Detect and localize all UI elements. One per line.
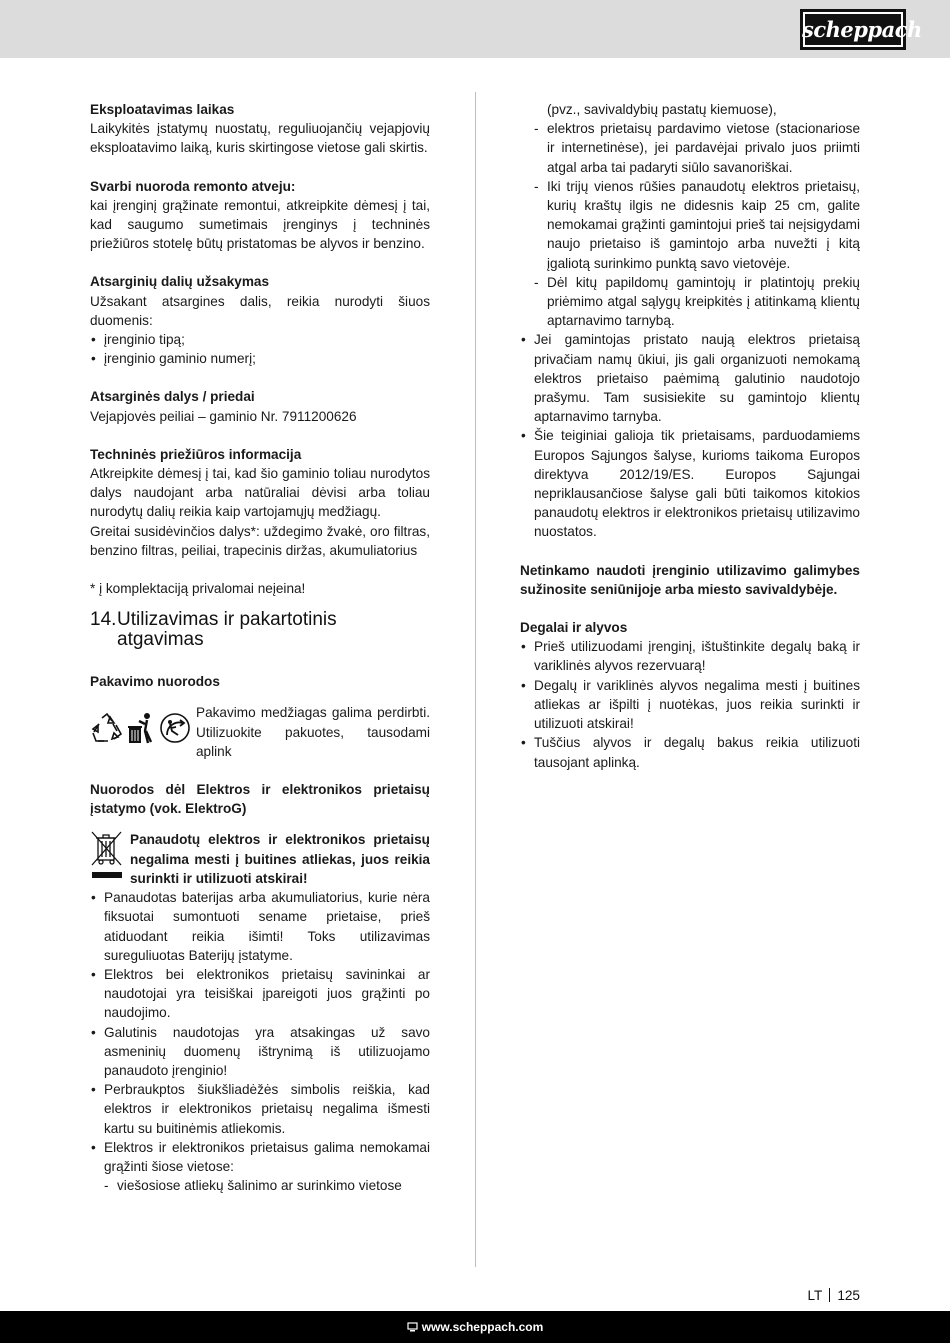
sub-list-item: - viešosiose atliekų šalinimo ar surinkimo vietose [90,1176,430,1195]
section-service-info [90,445,430,560]
footer-band [0,1311,950,1343]
section-title: Atsarginių dalių užsakymas [90,274,270,290]
packaging-text: Pakavimo medžiagas galima perdirbti. Utilizuokite pakuotes, tausodami aplink [196,705,430,759]
section-fuels [520,618,860,772]
list-item: • Degalų ir variklinės alyvos negalima mesti į buitines atliekas ar išpilti į nuotėkas, juos reikia surinkti ir utilizuoti atskirai! [520,676,860,734]
fuel-list [520,637,860,771]
chapter-heading [90,610,430,650]
weee-warning [90,830,430,888]
continued-text: (pvz., savivaldybių pastatų kiemuose), [547,102,777,117]
column-divider [475,92,476,1267]
sub-list-item: - Dėl kitų papildomų gamintojų ir platintojų prekių priėmimo atgal sąlygų kreipkitės į atitinkamą klientų aptarnavimo tarnybą. [520,273,860,331]
section-title: Techninės priežiūros informacija [90,446,302,462]
section-title: Svarbi nuoroda remonto atveju: [90,178,296,194]
packaging-title: Pakavimo nuorodos [90,674,220,690]
spare-order-list [90,330,430,368]
section-text: Atkreipkite dėmesį į tai, kad šio gaminio toliau nurodytos dalys naudojant arba natūraliai dėvisi arba toliau nurodytų dalių reikia kaip vartojamųjų medžiagų. [90,466,430,520]
section-repair-note [90,177,430,254]
weee-title: Nuorodos dėl Elektros ir elektronikos prietaisų įstatymo (vok. ElektroG) [90,782,430,817]
litter-bin-icon [126,711,156,745]
right-column [520,100,860,772]
packaging-note [90,703,430,761]
page-num: 125 [837,1288,860,1303]
list-item: • Galutinis naudotojas yra atsakingas už savo asmeninių duomenų ištrynimą iš utilizuojamo panaudoto įrenginio! [90,1023,430,1081]
section-text: kai įrenginį grąžinate remontui, atkreipkite dėmesį į tai, kad saugumo sumetimais įrenginys į techninės priežiūros stotelę būtų pristatomas be alyvos ir benzino. [90,197,430,252]
recycle-icon [90,711,124,745]
weee-warning-text: Panaudotų elektros ir elektronikos prietaisų negalima mesti į buitines atliekas, juos reikia surinkti ir utilizuoti atskirai! [130,832,430,886]
section-title: Atsarginės dalys / priedai [90,389,255,405]
list-item: • įrenginio tipą; [90,330,430,349]
language-code: LT [807,1288,823,1303]
section-spare-parts [90,387,430,425]
disposal-note: Netinkamo naudoti įrenginio utilizavimo galimybes sužinosite seniūnijoje arba miesto savivaldybėje. [520,562,860,597]
section-service-life [90,100,430,158]
computer-icon [407,1311,418,1343]
list-item: • Panaudotas baterijas arba akumuliatorius, kurie nėra fiksuotai sumontuoti sename prietaise, prieš atiduodant reikia išimti! Toks utilizavimas sureguliuotas Baterijų įstatyme. [90,888,430,965]
crossed-bin-icon [90,830,130,887]
list-item: • Šie teiginiai galioja tik prietaisams, parduodamiems Europos Sąjungos šalyse, kurioms taikoma Europos direktyva 2012/19/ES. Europos Sąjungai nepriklausančiose šalyse gali būti taikomos kitokios panaudotų elektros ir elektronikos prietaisų utilizavimo nuostatos. [520,426,860,541]
list-item: • įrenginio gaminio numerį; [90,349,430,368]
sub-list-item: - elektros prietaisų pardavimo vietose (stacionariose ir internetinėse), jei pardavėjai privalo juos priimti atgal arba tai padaryti siūlo savanoriškai. [520,119,860,177]
chapter-number: 14. [90,609,117,631]
list-item: • Elektros ir elektronikos prietaisus galima nemokamai grąžinti šiose vietose: [90,1138,430,1176]
list-item: • Perbraukptos šiukšliadėžės simbolis reiškia, kad elektros ir elektronikos prietaisų negalima išmesti kartu su buitinėmis atliekomis. [90,1080,430,1138]
list-item: • Prieš utilizuodami įrenginį, ištuštinkite degalų baką ir variklinės alyvos rezervuarą! [520,637,860,675]
left-column [90,100,430,1195]
weee-list [90,888,430,1195]
list-item: • Tuščius alyvos ir degalų bakus reikia utilizuoti tausojant aplinką. [520,733,860,771]
section-text: Greitai susidėvinčios dalys*: uždegimo žvakė, oro filtras, benzino filtras, peiliai, trapecinis diržas, akumuliatorius [90,523,430,558]
weee-notes-list [520,330,860,541]
recycling-icons [90,703,196,745]
page-number [807,1286,860,1305]
separator [829,1288,830,1302]
list-item: • Jei gamintojas pristato naują elektros prietaisą privačiam namų ūkiui, jis gali organizuoti nemokamą elektros prietaiso paėmimą galutinio naudotojo prašymu. Tam susisiekite su gamintojo klientų aptarnavimo tarnyba. [520,330,860,426]
section-text: Laikykitės įstatymų nuostatų, reguliuojančių vejapjovių eksploatavimo laiką, kuris skirtingose vietose gali skirtis. [90,121,430,156]
chapter-title-line1: Utilizavimas ir pakartotinis [117,609,337,631]
website-link[interactable]: www.scheppach.com [421,1320,544,1334]
list-item: • Elektros bei elektronikos prietaisų savininkai ar naudotojai yra teisiškai įpareigoti juos grąžinti po naudojimo. [90,965,430,1023]
footnote: * į komplektaciją privalomai neįeina! [90,581,306,597]
scheppach-logo: scheppach [800,9,906,50]
section-spare-order [90,272,430,368]
green-dot-icon [158,711,192,745]
section-text: Užsakant atsargines dalis, reikia nurodyti šiuos duomenis: [90,293,430,328]
return-locations-list [520,119,860,330]
chapter-title-line2: atgavimas [117,629,204,651]
sub-list-item: - Iki trijų vienos rūšies panaudotų elektros prietaisų, kurių kraštų ilgis ne didesnis kaip 25 cm, galite nemokamai grąžinti gamintojui prieš tai neįsigydami naujo prietaiso iš gamintojo arba nuvežti į kitą įgaliotą surinkimo punktą savo vietovėje. [520,177,860,273]
section-title: Degalai ir alyvos [520,620,628,636]
section-title: Eksploatavimas laikas [90,102,235,117]
section-text: Vejapjovės peiliai – gaminio Nr. 7911200626 [90,408,357,424]
